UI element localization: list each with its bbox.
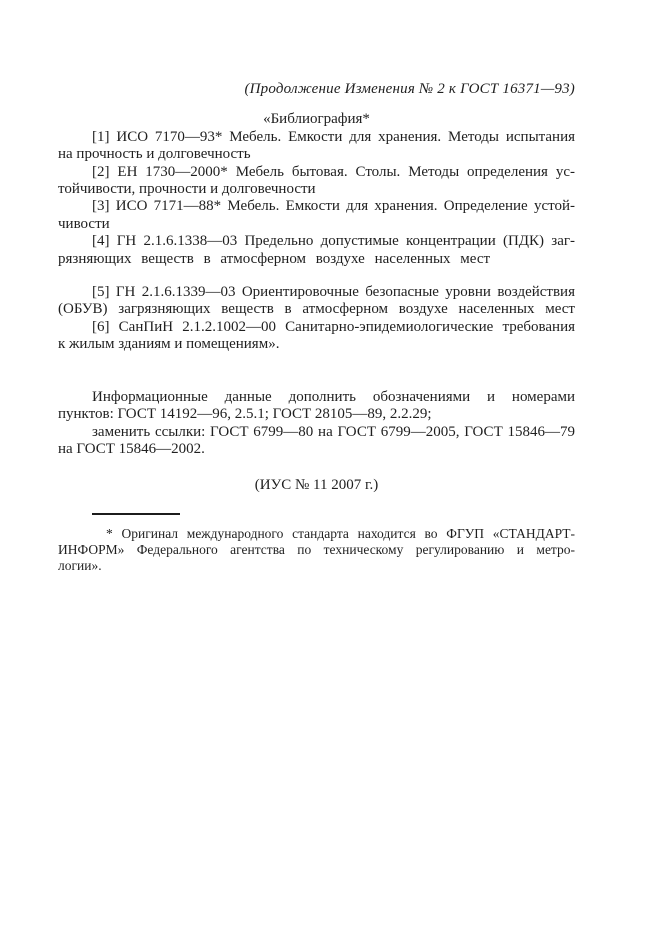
text-line: [2] ЕН 1730—2000* Мебель бытовая. Столы. Методы определения ус- [92, 163, 575, 180]
text-line: на ГОСТ 15846—2002. [58, 440, 205, 457]
text-line: Информационные данные дополнить обозначениями и номерами [92, 388, 575, 405]
text-line: чивости [58, 215, 110, 232]
text-line: рязняющих веществ в атмосферном воздухе населенных мест [58, 250, 491, 267]
section-title: «Библиография* [263, 111, 370, 128]
footnote-separator [92, 513, 180, 515]
text-line: заменить ссылки: ГОСТ 6799—80 на ГОСТ 6799—2005, ГОСТ 15846—79 [92, 423, 575, 440]
bibliography-entry-1 [58, 129, 575, 164]
amendments-paragraph-1 [58, 389, 575, 424]
text-line: [3] ИСО 7171—88* Мебель. Емкости для хранения. Определение устой- [92, 198, 575, 215]
text-line: на прочность и долговечность [58, 146, 251, 163]
bibliography-entry-5 [58, 284, 575, 319]
text-line: (ОБУВ) загрязняющих веществ в атмосферном воздухе населенных мест [58, 301, 575, 318]
text-line: к жилым зданиям и помещениям». [58, 336, 280, 353]
text-line: [1] ИСО 7170—93* Мебель. Емкости для хранения. Методы испытания [92, 128, 575, 145]
text-line: ИНФОРМ» Федерального агентства по техническому регулированию и метро- [58, 542, 575, 558]
footnote [58, 526, 575, 575]
text-column [58, 81, 575, 575]
running-header: (Продолжение Изменения № 2 к ГОСТ 16371—93) [244, 81, 575, 97]
bibliography-entry-3 [58, 198, 575, 233]
bibliography-entry-6 [58, 319, 575, 354]
amendments-paragraph-2 [58, 424, 575, 459]
issue-note: (ИУС № 11 2007 г.) [254, 477, 379, 494]
text-line: пунктов: ГОСТ 14192—96, 2.5.1; ГОСТ 28105—89, 2.2.29; [58, 406, 432, 423]
bibliography-entry-4 [58, 233, 575, 268]
text-line: [6] СанПиН 2.1.2.1002—00 Санитарно-эпидемиологические требования [92, 318, 575, 335]
text-line: логии». [58, 558, 102, 574]
text-line: * Оригинал международного стандарта находится во ФГУП «СТАНДАРТ- [106, 525, 575, 541]
amendments-block [58, 389, 575, 459]
text-line: тойчивости, прочности и долговечности [58, 181, 316, 198]
text-line: [4] ГН 2.1.6.1338—03 Предельно допустимые концентрации (ПДК) заг- [92, 233, 575, 250]
text-line: [5] ГН 2.1.6.1339—03 Ориентировочные безопасные уровни воздействия [92, 284, 575, 301]
bibliography-entry-2 [58, 164, 575, 199]
